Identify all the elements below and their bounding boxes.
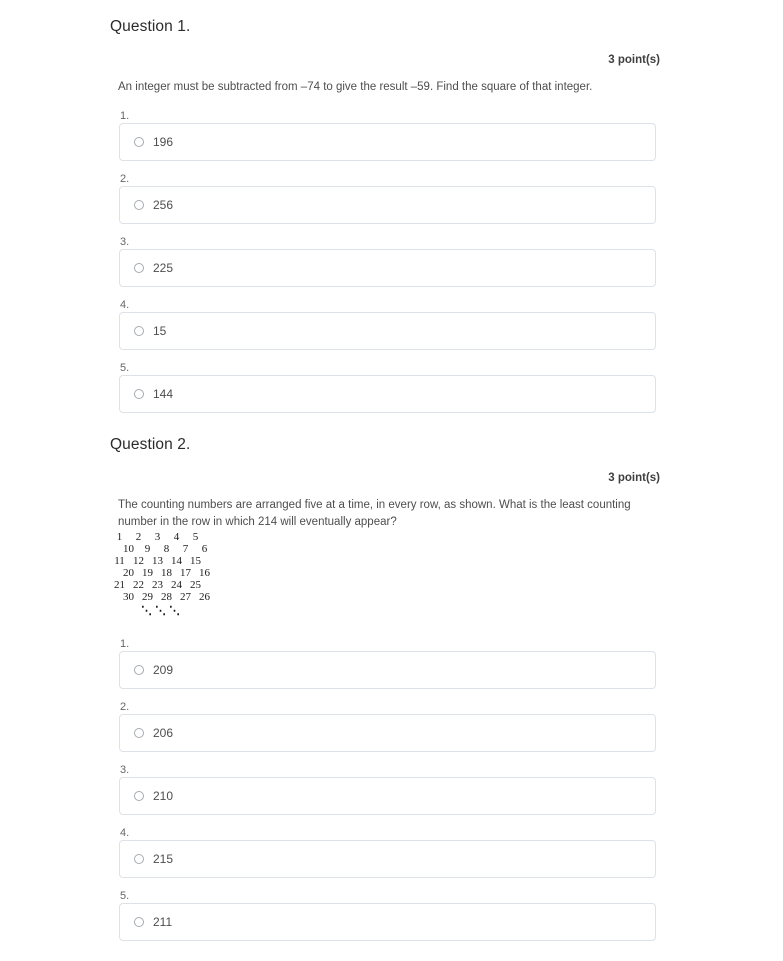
diagram-number: 2 — [135, 531, 142, 543]
radio-button[interactable] — [134, 791, 144, 801]
option-item — [119, 298, 656, 350]
option-choice[interactable] — [119, 714, 656, 752]
radio-button[interactable] — [134, 326, 144, 336]
diagram-number: 1 — [116, 531, 123, 543]
question-text: An integer must be subtracted from –74 to give the result –59. Find the square of that integer. — [118, 81, 593, 93]
radio-button[interactable] — [134, 389, 144, 399]
option-item — [119, 361, 656, 413]
diagram-number: 9 — [144, 543, 151, 555]
option-item — [119, 109, 656, 161]
option-choice[interactable] — [119, 375, 656, 413]
diagram-number: 6 — [201, 543, 208, 555]
diagram-number: 5 — [192, 531, 199, 543]
option-value: 225 — [153, 261, 174, 275]
radio-button[interactable] — [134, 665, 144, 675]
option-value: 196 — [153, 135, 174, 149]
diagram-number: 26 — [199, 591, 210, 603]
option-number: 2. — [120, 701, 130, 713]
option-number: 5. — [120, 890, 130, 902]
option-choice[interactable] — [119, 312, 656, 350]
diagram-number: 8 — [163, 543, 170, 555]
diagram-number: 12 — [133, 555, 144, 567]
diagram-number: 23 — [152, 579, 163, 591]
option-value: 206 — [153, 726, 174, 740]
option-choice[interactable] — [119, 186, 656, 224]
diagram-number: 19 — [142, 567, 153, 579]
option-number: 1. — [120, 110, 130, 122]
diagram-number: 14 — [171, 555, 182, 567]
option-value: 144 — [153, 387, 174, 401]
diagram-number: 4 — [173, 531, 180, 543]
option-item — [119, 637, 656, 689]
diagram-number: 28 — [161, 591, 172, 603]
option-number: 4. — [120, 827, 130, 839]
diagram-number: 16 — [199, 567, 210, 579]
diagram-row — [110, 555, 660, 567]
option-value: 15 — [153, 324, 167, 338]
diagram-number: 15 — [190, 555, 201, 567]
points-label: 3 point(s) — [608, 54, 660, 66]
question-2 — [110, 436, 660, 941]
option-choice[interactable] — [119, 249, 656, 287]
diagram-number: 18 — [161, 567, 172, 579]
option-item — [119, 826, 656, 878]
diagonal-dots-icon: ⋱ — [155, 605, 166, 617]
options-list — [119, 637, 656, 941]
option-choice[interactable] — [119, 777, 656, 815]
option-number: 5. — [120, 362, 130, 374]
option-number: 2. — [120, 173, 130, 185]
diagram-number: 22 — [133, 579, 144, 591]
diagonal-dots-icon: ⋱ — [169, 605, 180, 617]
diagram-number: 17 — [180, 567, 191, 579]
option-item — [119, 235, 656, 287]
question-title: Question 1. — [110, 18, 191, 35]
option-choice[interactable] — [119, 903, 656, 941]
diagram-number: 29 — [142, 591, 153, 603]
diagram-number: 11 — [114, 555, 125, 567]
option-value: 210 — [153, 789, 174, 803]
option-value: 209 — [153, 663, 174, 677]
option-number: 1. — [120, 638, 130, 650]
points-label: 3 point(s) — [608, 472, 660, 484]
option-value: 215 — [153, 852, 174, 866]
option-choice[interactable] — [119, 123, 656, 161]
option-item — [119, 889, 656, 941]
option-number: 3. — [120, 764, 130, 776]
diagram-row — [119, 567, 660, 579]
option-value: 256 — [153, 198, 174, 212]
option-item — [119, 172, 656, 224]
diagram-number: 30 — [123, 591, 134, 603]
radio-button[interactable] — [134, 917, 144, 927]
diagram-row — [119, 591, 660, 603]
diagram-number: 7 — [182, 543, 189, 555]
diagram-number: 27 — [180, 591, 191, 603]
diagram-number: 20 — [123, 567, 134, 579]
diagram-row — [119, 543, 660, 555]
option-number: 4. — [120, 299, 130, 311]
diagram-number: 3 — [154, 531, 161, 543]
question-title: Question 2. — [110, 436, 191, 453]
option-item — [119, 763, 656, 815]
radio-button[interactable] — [134, 263, 144, 273]
diagram-number: 25 — [190, 579, 201, 591]
diagram-row — [110, 579, 660, 591]
diagram-number: 24 — [171, 579, 182, 591]
radio-button[interactable] — [134, 728, 144, 738]
diagonal-dots-icon: ⋱ — [141, 605, 152, 617]
option-value: 211 — [153, 915, 173, 929]
option-choice[interactable] — [119, 840, 656, 878]
option-choice[interactable] — [119, 651, 656, 689]
options-list — [119, 109, 656, 413]
question-text: The counting numbers are arranged five at a time, in every row, as shown. What is the least counting number in the row in which 214 will eventually appear? — [118, 499, 631, 528]
diagram-number: 10 — [123, 543, 134, 555]
radio-button[interactable] — [134, 137, 144, 147]
diagram-number: 13 — [152, 555, 163, 567]
radio-button[interactable] — [134, 200, 144, 210]
option-number: 3. — [120, 236, 130, 248]
diagram-number: 21 — [114, 579, 125, 591]
option-item — [119, 700, 656, 752]
radio-button[interactable] — [134, 854, 144, 864]
number-diagram — [110, 531, 660, 617]
question-1 — [110, 18, 660, 413]
diagonal-ellipsis — [141, 603, 660, 617]
diagram-row — [110, 531, 660, 543]
